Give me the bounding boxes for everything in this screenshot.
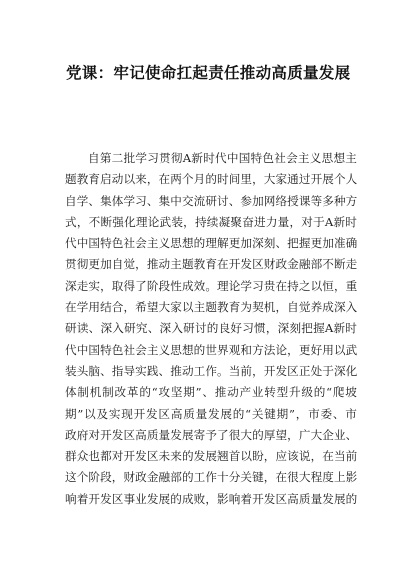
paragraph-line: 在学用结合，希望大家以主题教育为契机，自觉养成深入	[65, 300, 358, 315]
document-body	[65, 148, 357, 510]
paragraph-line: 自第二批学习贯彻A新时代中国特色社会主义思想主	[88, 151, 357, 165]
paragraph-line: 深走实，取得了阶段性成效。理论学习贵在持之以恒，重	[65, 278, 358, 293]
paragraph-line: 政府对开发区高质量发展寄予了很大的厚望，广大企业、	[65, 427, 358, 442]
document-title: 党课：牢记使命扛起责任推动高质量发展	[66, 64, 351, 82]
paragraph-line: 群众也都对开发区未来的发展翘首以盼，应该说，在当前	[65, 449, 358, 464]
paragraph-line: 研读、深入研究、深入研讨的良好习惯，深刻把握A新时	[65, 321, 357, 336]
paragraph-line: 代中国特色社会主义思想的世界观和方法论，更好用以武	[65, 342, 358, 357]
paragraph-line: 期”以及实现开发区高质量发展的“关键期”，市委、市	[65, 406, 357, 421]
paragraph-line: 响着开发区事业发展的成败，影响着开发区高质量发展的	[65, 491, 358, 506]
paragraph-line: 自学、集体学习、集中交流研讨、参加网络授课等多种方	[65, 193, 358, 208]
paragraph-line: 贯彻更加自觉，推动主题教育在开发区财政金融部不断走	[65, 257, 358, 272]
paragraph-line: 代中国特色社会主义思想的理解更加深刻、把握更加准确	[65, 236, 358, 251]
paragraph-line: 式，不断强化理论武装，持续凝聚奋进力量，对于A新时	[65, 214, 357, 229]
paragraph-line: 装头脑、指导实践、推动工作。当前，开发区正处于深化	[65, 363, 358, 378]
paragraph-line: 题教育启动以来，在两个月的时间里，大家通过开展个人	[65, 172, 358, 187]
paragraph-line: 这个阶段，财政金融部的工作十分关键，在很大程度上影	[65, 470, 358, 485]
paragraph-line: 体制机制改革的“攻坚期”、推动产业转型升级的“爬坡	[65, 385, 357, 400]
